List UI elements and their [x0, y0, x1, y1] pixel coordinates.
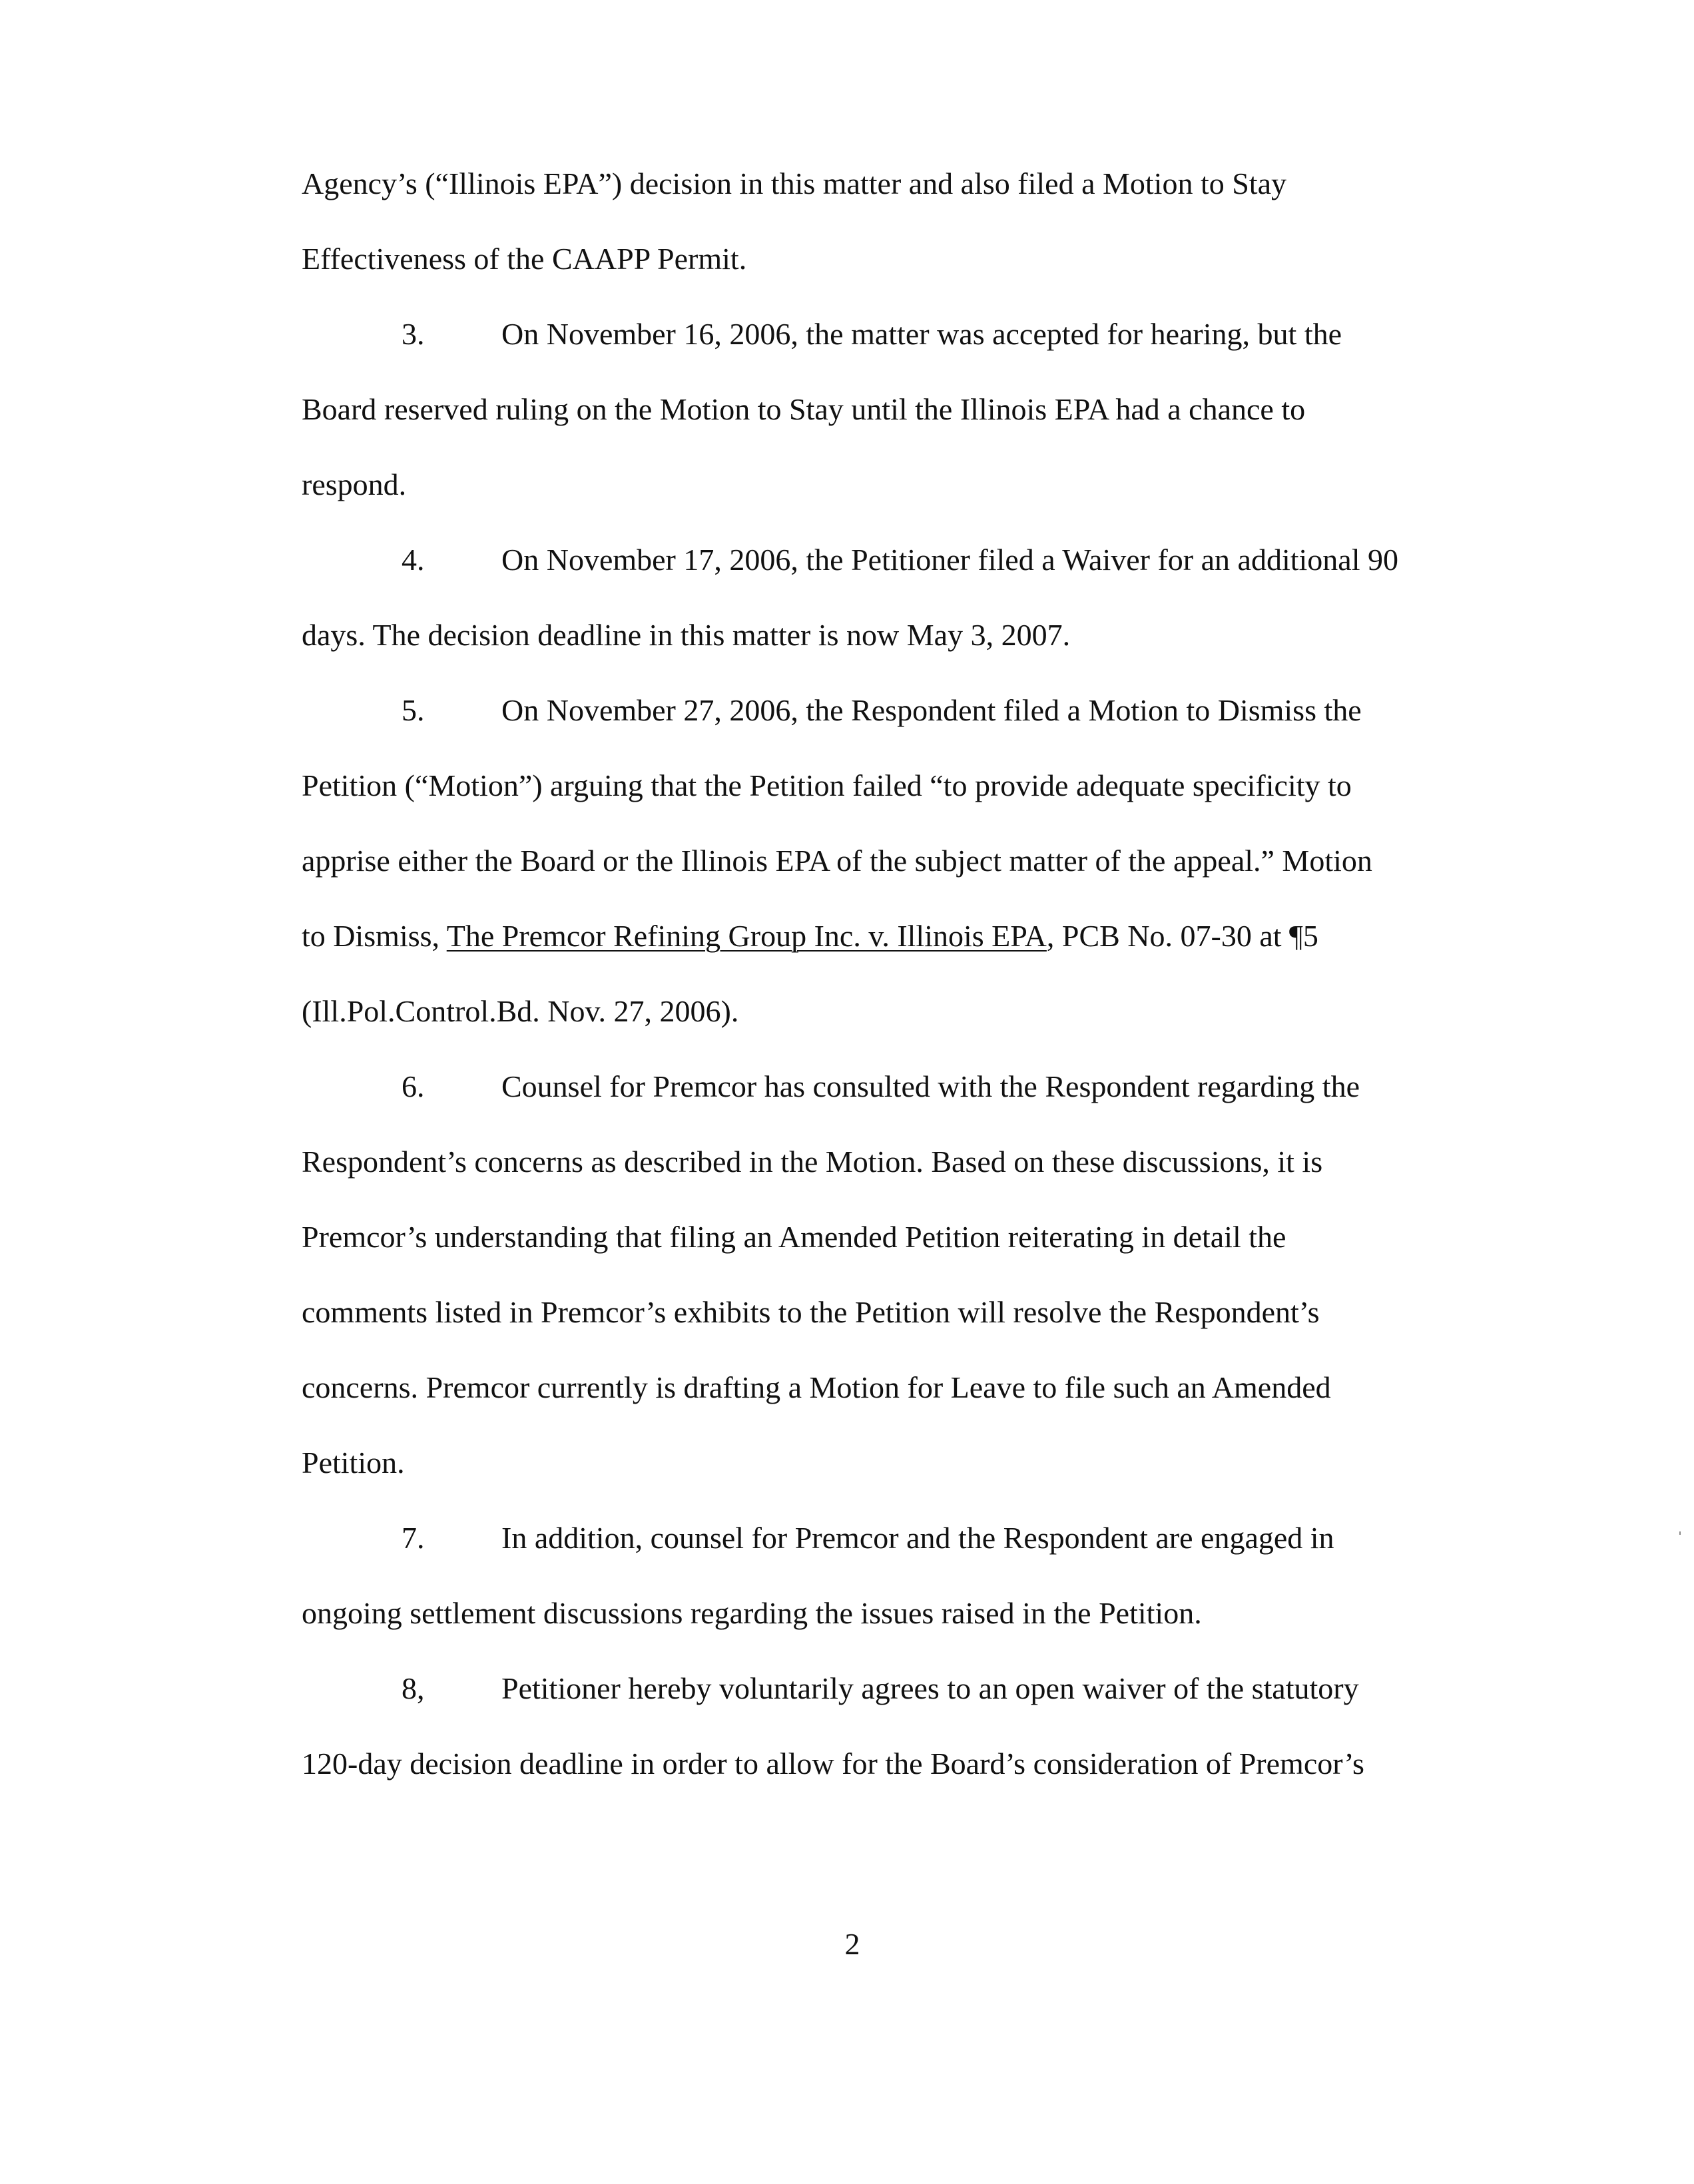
- text-line: concerns. Premcor currently is drafting a Motion for Leave to file such an Amended: [302, 1370, 1331, 1404]
- paragraph-first-line: On November 17, 2006, the Petitioner filed a Waiver for an additional 90: [501, 543, 1398, 577]
- paragraph-number: 5.: [402, 693, 425, 727]
- paragraph-first-line: On November 27, 2006, the Respondent filed a Motion to Dismiss the: [501, 693, 1362, 727]
- paragraph-number: 7.: [402, 1521, 425, 1555]
- paragraph-number: 4.: [402, 543, 425, 577]
- text-line: Board reserved ruling on the Motion to Stay until the Illinois EPA had a chance to: [302, 392, 1306, 426]
- text-line: Effectiveness of the CAAPP Permit.: [302, 242, 747, 276]
- citation-prefix: to Dismiss,: [302, 919, 447, 953]
- citation-line: [302, 916, 1318, 956]
- text-line: Petition.: [302, 1446, 405, 1480]
- paragraph-first-line: In addition, counsel for Premcor and the Respondent are engaged in: [501, 1521, 1334, 1555]
- text-line: Respondent’s concerns as described in the Motion. Based on these discussions, it is: [302, 1145, 1323, 1179]
- text-line: Premcor’s understanding that filing an Amended Petition reiterating in detail the: [302, 1220, 1286, 1254]
- case-name: The Premcor Refining Group Inc. v. Illinois EPA: [446, 919, 1047, 953]
- text-line: days. The decision deadline in this matter is now May 3, 2007.: [302, 618, 1071, 652]
- citation-suffix: , PCB No. 07-30 at ¶5: [1046, 919, 1318, 953]
- text-line: Petition (“Motion”) arguing that the Petition failed “to provide adequate specificity to: [302, 768, 1352, 802]
- text-line: ongoing settlement discussions regarding the issues raised in the Petition.: [302, 1596, 1202, 1630]
- page-number: 2: [844, 1927, 860, 1961]
- paragraph-first-line: On November 16, 2006, the matter was accepted for hearing, but the: [501, 317, 1342, 351]
- paragraph-number: 6.: [402, 1069, 425, 1103]
- paragraph-number: 8,: [402, 1671, 425, 1705]
- text-line: Agency’s (“Illinois EPA”) decision in this matter and also filed a Motion to Stay: [302, 166, 1287, 200]
- text-line: comments listed in Premcor’s exhibits to the Petition will resolve the Respondent’s: [302, 1295, 1320, 1329]
- paragraph-first-line: Counsel for Premcor has consulted with the Respondent regarding the: [501, 1069, 1360, 1103]
- scan-speck: [1679, 1531, 1681, 1535]
- paragraph-number: 3.: [402, 317, 425, 351]
- paragraph-first-line: Petitioner hereby voluntarily agrees to an open waiver of the statutory: [501, 1671, 1359, 1705]
- text-line: 120-day decision deadline in order to allow for the Board’s consideration of Premcor’s: [302, 1747, 1364, 1780]
- text-line: (Ill.Pol.Control.Bd. Nov. 27, 2006).: [302, 994, 739, 1028]
- text-line: respond.: [302, 467, 407, 501]
- text-line: apprise either the Board or the Illinois EPA of the subject matter of the appeal.” Motion: [302, 844, 1372, 878]
